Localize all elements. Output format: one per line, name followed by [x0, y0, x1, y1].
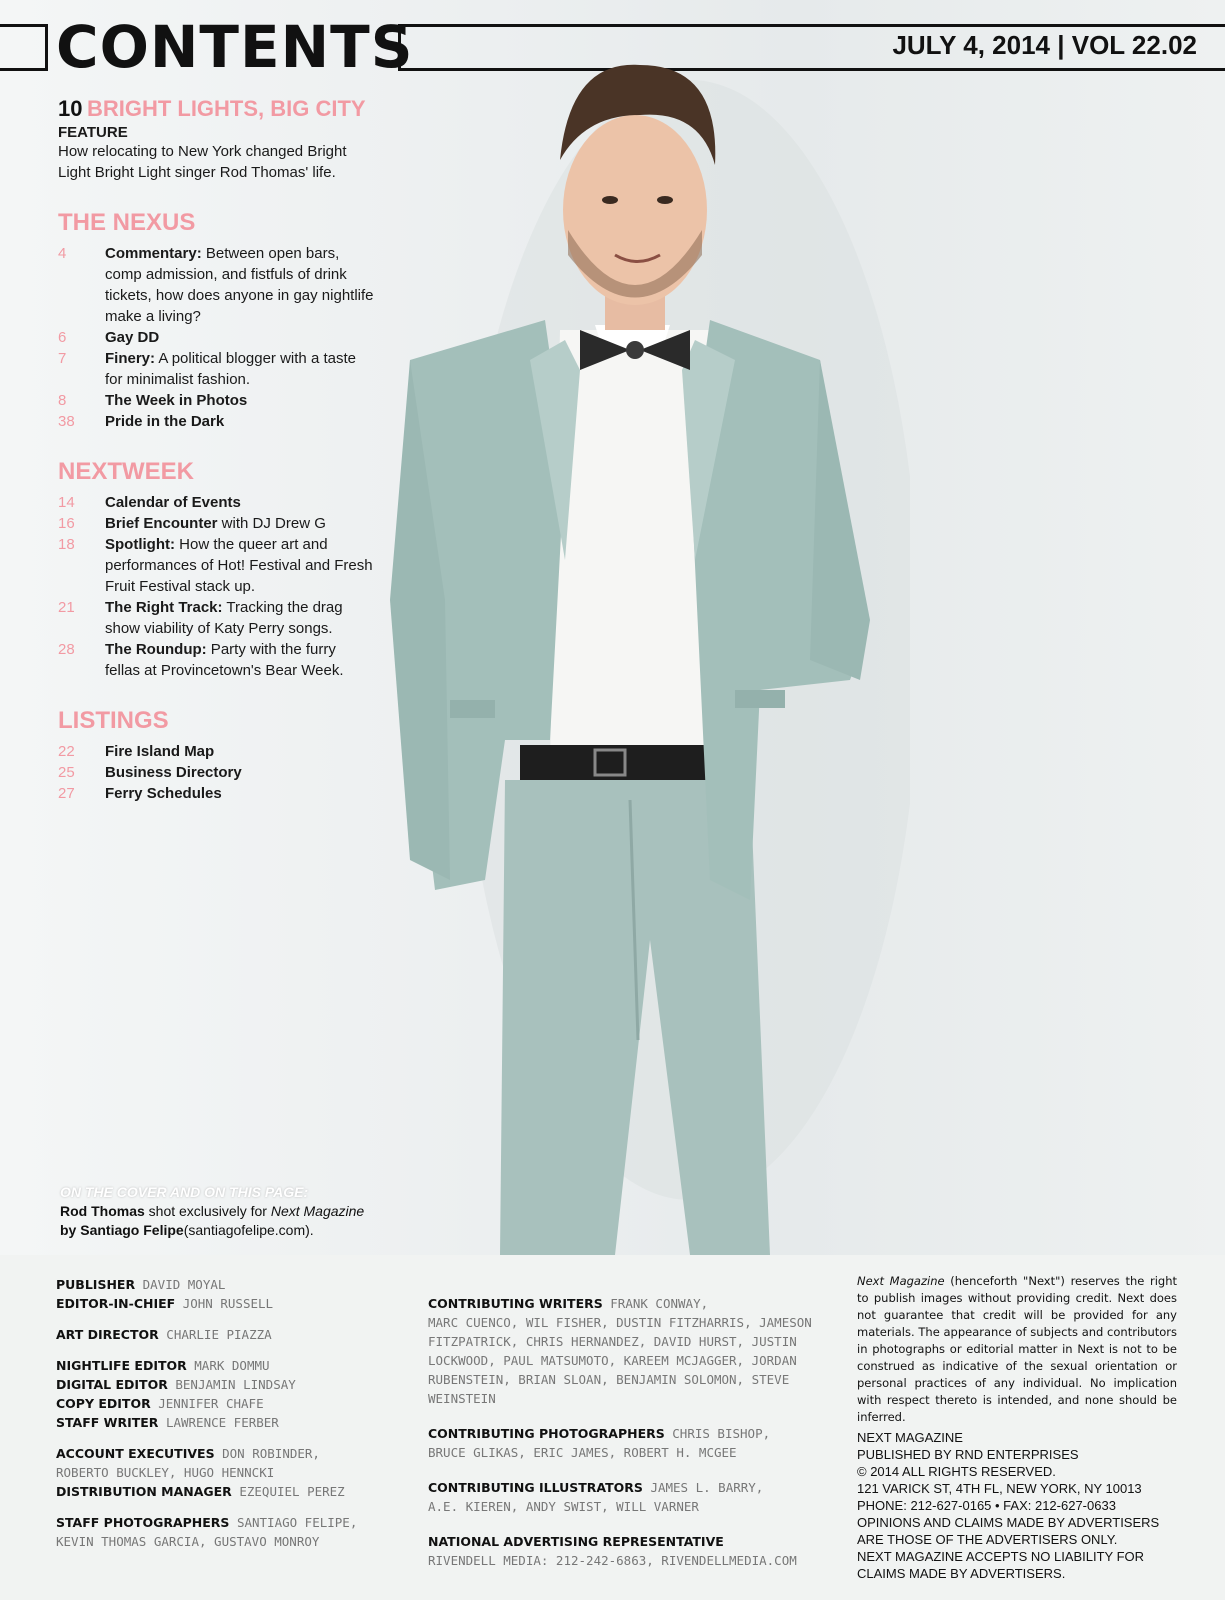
cover-photo-person: [390, 40, 910, 1255]
toc-entry[interactable]: [58, 390, 418, 411]
masthead-names: SANTIAGO FELIPE,: [236, 1515, 358, 1530]
cover-subject: Rod Thomas: [60, 1203, 145, 1219]
masthead-names: JENNIFER CHAFE: [158, 1396, 264, 1411]
legal-text: (henceforth "Next") reserves the right to publish images without providing credit. Next does not guarantee that credit will be provided for any materials. The appearance of subjects and contributors in photographs or editorial matter in Next is not to be construed as indicative of the sexual orientation or personal practices of any individual. No implication with respect thereto is intended, and none should be inferred.: [857, 1274, 1177, 1424]
cover-credit-text: shot exclusively for: [144, 1203, 271, 1219]
masthead-entry: [428, 1294, 823, 1408]
masthead-role: STAFF PHOTOGRAPHERS: [56, 1515, 230, 1530]
toc-entry-title: Commentary:: [105, 245, 202, 262]
masthead-names: JAMES L. BARRY,: [650, 1480, 764, 1495]
masthead-entry: [56, 1356, 416, 1375]
toc-entry-description: How the queer art and performances of Hot! Festival and Fresh Fruit Festival stack up.: [105, 536, 373, 595]
toc-entry-title: Fire Island Map: [105, 743, 215, 760]
publisher-info-line: ARE THOSE OF THE ADVERTISERS ONLY.: [857, 1532, 1118, 1547]
toc-page-number: 16: [58, 515, 75, 532]
toc-entry-title: Finery:: [105, 350, 156, 367]
toc-entry-title: The Roundup:: [105, 641, 207, 658]
masthead-role: NIGHTLIFE EDITOR: [56, 1358, 187, 1373]
issue-date: JULY 4, 2014 | VOL 22.02: [892, 30, 1197, 60]
feature-label: FEATURE: [58, 124, 128, 141]
toc-page-number: 27: [58, 785, 75, 802]
toc-entry-text: [105, 243, 375, 327]
masthead-entry: [56, 1444, 416, 1482]
publisher-info-line: PUBLISHED BY RND ENTERPRISES: [857, 1447, 1079, 1462]
toc-entry-description: A political blogger with a taste for minimalist fashion.: [105, 350, 356, 388]
masthead-entry: [56, 1375, 416, 1394]
toc-entry[interactable]: [58, 741, 418, 762]
masthead-staff: [56, 1275, 416, 1551]
section-title: NEXTWEEK: [58, 458, 195, 485]
toc-entry-text: [105, 639, 375, 681]
toc-section: [58, 707, 418, 804]
masthead-entry: [56, 1513, 416, 1551]
toc-entry-title: Gay DD: [105, 329, 160, 346]
masthead-role: DIGITAL EDITOR: [56, 1377, 168, 1392]
toc-entry[interactable]: [58, 492, 418, 513]
masthead-role: CONTRIBUTING ILLUSTRATORS: [428, 1480, 643, 1495]
toc-page-number: 18: [58, 536, 75, 553]
masthead-role: EDITOR-IN-CHIEF: [56, 1296, 176, 1311]
toc-entry-title: Calendar of Events: [105, 494, 241, 511]
toc-entry-text: [105, 783, 375, 804]
masthead-names: DON ROBINDER,: [222, 1446, 320, 1461]
toc-entry-title: The Right Track:: [105, 599, 223, 616]
publisher-info-line: NEXT MAGAZINE: [857, 1430, 963, 1445]
cover-credit: [60, 1183, 364, 1240]
header-rule-left: [0, 24, 48, 71]
publisher-info-line: 121 VARICK ST, 4TH FL, NEW YORK, NY 10013: [857, 1481, 1142, 1496]
toc-entry[interactable]: [58, 513, 418, 534]
publisher-info-line: © 2014 ALL RIGHTS RESERVED.: [857, 1464, 1056, 1479]
masthead-contributors: [428, 1294, 823, 1570]
masthead-role: DISTRIBUTION MANAGER: [56, 1484, 232, 1499]
toc-entry-text: [105, 534, 375, 597]
toc-entry[interactable]: [58, 639, 418, 681]
toc-entry-title: Pride in the Dark: [105, 413, 225, 430]
masthead-role: COPY EDITOR: [56, 1396, 151, 1411]
publisher-info-line: NEXT MAGAZINE ACCEPTS NO LIABILITY FOR: [857, 1549, 1145, 1564]
toc-page-number: 28: [58, 641, 75, 658]
feature-description: How relocating to New York changed Bright Light Bright Light singer Rod Thomas' life.: [58, 143, 347, 181]
toc-page-number: 8: [58, 392, 67, 409]
masthead-entry: [428, 1478, 823, 1516]
table-of-contents: [58, 96, 418, 804]
publisher-info-line: PHONE: 212-627-0165 • FAX: 212-627-0633: [857, 1498, 1116, 1513]
toc-page-number: 14: [58, 494, 75, 511]
toc-entry-title: Brief Encounter: [105, 515, 218, 532]
masthead-names: CHRIS BISHOP,: [672, 1426, 771, 1441]
masthead-names: EZEQUIEL PEREZ: [239, 1484, 345, 1499]
toc-entry-text: [105, 513, 375, 534]
masthead-entry: [56, 1394, 416, 1413]
toc-entry[interactable]: [58, 243, 418, 327]
toc-page-number: 21: [58, 599, 75, 616]
masthead-names: DAVID MOYAL: [142, 1277, 226, 1292]
page-title: CONTENTS: [56, 13, 414, 81]
toc-entry[interactable]: [58, 783, 418, 804]
feature-page-number: 10: [58, 96, 83, 121]
masthead-names-continued: BRUCE GLIKAS, ERIC JAMES, ROBERT H. MCGEE: [428, 1445, 737, 1460]
masthead-entry: [56, 1294, 416, 1313]
toc-entry-text: [105, 597, 375, 639]
legal-magazine-name: Next Magazine: [857, 1274, 945, 1288]
toc-entry-title: Business Directory: [105, 764, 242, 781]
masthead-entry: [56, 1275, 416, 1294]
toc-entry-text: [105, 741, 375, 762]
toc-entry-text: [105, 492, 375, 513]
toc-section: [58, 458, 418, 681]
photographer-credit: by Santiago Felipe: [60, 1222, 184, 1238]
toc-section: [58, 209, 418, 432]
toc-entry-text: [105, 390, 375, 411]
toc-entry-description: with DJ Drew G: [217, 515, 326, 532]
toc-entry-text: [105, 762, 375, 783]
toc-page-number: 38: [58, 413, 75, 430]
toc-entry[interactable]: [58, 597, 418, 639]
masthead-names: CHARLIE PIAZZA: [166, 1327, 272, 1342]
toc-entry-title: Ferry Schedules: [105, 785, 222, 802]
masthead-role: ART DIRECTOR: [56, 1327, 159, 1342]
masthead-entry: [56, 1413, 416, 1432]
toc-page-number: 7: [58, 350, 67, 367]
toc-page-number: 4: [58, 245, 67, 262]
masthead-names-continued: ROBERTO BUCKLEY, HUGO HENNCKI: [56, 1465, 275, 1480]
masthead-role: PUBLISHER: [56, 1277, 136, 1292]
masthead-names: BENJAMIN LINDSAY: [175, 1377, 296, 1392]
feature-title: BRIGHT LIGHTS, BIG CITY: [86, 96, 366, 121]
toc-page-number: 25: [58, 764, 75, 781]
masthead-gap: [56, 1432, 416, 1444]
magazine-name: Next Magazine: [270, 1203, 365, 1219]
toc-entry[interactable]: [58, 327, 418, 348]
toc-entry-description: Between open bars, comp admission, and fistfuls of drink tickets, how does anyone in gay nightlife make a living?: [105, 245, 374, 325]
toc-entry-title: Spotlight:: [105, 536, 175, 553]
toc-entry-text: [105, 327, 375, 348]
toc-entry-title: The Week in Photos: [105, 392, 248, 409]
toc-entry[interactable]: [58, 348, 418, 390]
masthead-entry: [56, 1482, 416, 1501]
toc-entry-description: Party with the furry fellas at Provincetown's Bear Week.: [105, 641, 344, 679]
masthead-names-continued: A.E. KIEREN, ANDY SWIST, WILL VARNER: [428, 1499, 699, 1514]
masthead-gap: [56, 1313, 416, 1325]
toc-entry-description: Tracking the drag show viability of Katy Perry songs.: [105, 599, 343, 637]
section-title: THE NEXUS: [58, 209, 196, 236]
masthead-gap: [56, 1344, 416, 1356]
masthead-entry: [428, 1532, 823, 1570]
cover-credit-heading: ON THE COVER AND ON THIS PAGE:: [60, 1184, 309, 1200]
masthead-gap: [56, 1501, 416, 1513]
toc-entry-text: [105, 348, 375, 390]
masthead-names: FRANK CONWAY,: [610, 1296, 709, 1311]
toc-page-number: 6: [58, 329, 67, 346]
masthead-names-continued: RIVENDELL MEDIA: 212-242-6863, RIVENDELLMEDIA.COM: [428, 1553, 797, 1568]
photographer-url[interactable]: (santiagofelipe.com).: [183, 1222, 314, 1238]
toc-entry-text: [105, 411, 375, 432]
masthead-role: STAFF WRITER: [56, 1415, 159, 1430]
toc-entry[interactable]: [58, 534, 418, 597]
masthead-role: CONTRIBUTING WRITERS: [428, 1296, 603, 1311]
publisher-info: [857, 1429, 1207, 1582]
toc-entry[interactable]: [58, 762, 418, 783]
masthead-role: NATIONAL ADVERTISING REPRESENTATIVE: [428, 1534, 724, 1549]
masthead-role: CONTRIBUTING PHOTOGRAPHERS: [428, 1426, 665, 1441]
masthead-entry: [428, 1424, 823, 1462]
masthead-entry: [56, 1325, 416, 1344]
masthead-names-continued: KEVIN THOMAS GARCIA, GUSTAVO MONROY: [56, 1534, 320, 1549]
publisher-info-line: CLAIMS MADE BY ADVERTISERS.: [857, 1566, 1066, 1581]
masthead-role: ACCOUNT EXECUTIVES: [56, 1446, 215, 1461]
masthead-names: JOHN RUSSELL: [182, 1296, 274, 1311]
legal-notice: [857, 1273, 1177, 1426]
masthead-names: LAWRENCE FERBER: [165, 1415, 279, 1430]
section-title: LISTINGS: [58, 707, 169, 734]
toc-page-number: 22: [58, 743, 75, 760]
masthead-names-continued: MARC CUENCO, WIL FISHER, DUSTIN FITZHARRIS, JAMESON FITZPATRICK, CHRIS HERNANDEZ, DAVID HURST, JUSTIN LOCKWOOD, PAUL MATSUMOTO, KAREEM MCJAGGER, JORDAN RUBENSTEIN, BRIAN SLOAN, BENJAMIN SOLOMON, STEVE WEINSTEIN: [428, 1315, 812, 1406]
toc-entry[interactable]: [58, 411, 418, 432]
publisher-info-line: OPINIONS AND CLAIMS MADE BY ADVERTISERS: [857, 1515, 1160, 1530]
feature-heading[interactable]: [58, 96, 418, 122]
masthead-names: MARK DOMMU: [194, 1358, 270, 1373]
